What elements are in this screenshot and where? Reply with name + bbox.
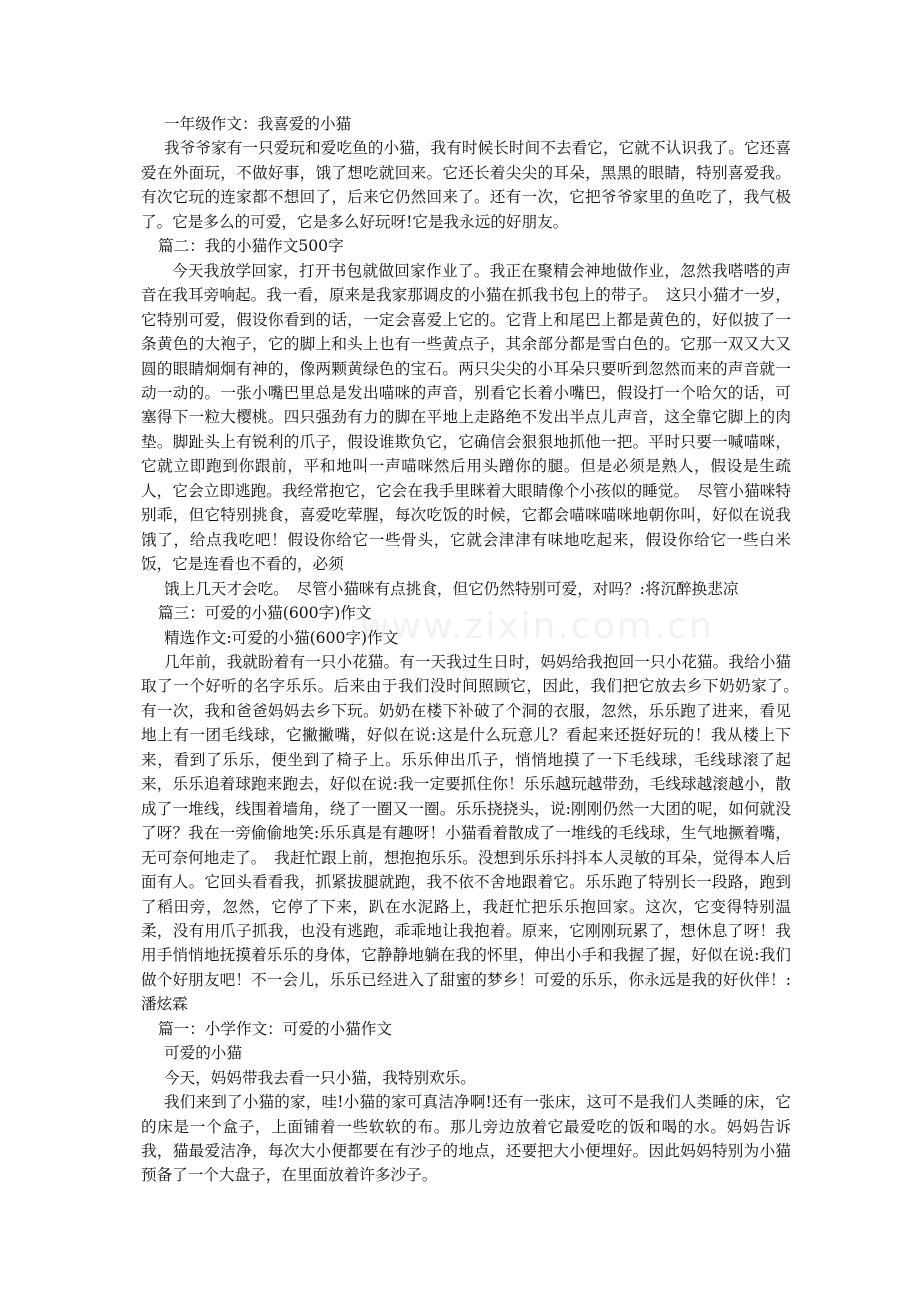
section-heading-3: 篇三：可爱的小猫(600字)作文 (158, 604, 372, 623)
section-heading-1: 篇一：小学作文：可爱的小猫作文 (158, 1019, 392, 1038)
document-body (141, 112, 807, 1188)
watermark: www.zixin.com.cn (360, 606, 714, 647)
paragraph: 几年前，我就盼着有一只小花猫。有一天我过生日时，妈妈给我抱回一只小花猫。我给小猫取了一个好听的名字乐乐。后来由于我们没时间照顾它，因此，我们把它放去乡下奶奶家了。 有一次，我和爸爸妈妈去乡下玩。奶奶在楼下补破了个洞的衣服，忽然，乐乐跑了进来，看见地上有一团毛线球，它撇撇嘴，好似在说:这是什么玩意儿？看起来还挺好玩的！我从楼上下来，看到了乐乐，便坐到了椅子上。乐乐伸出爪子，悄悄地摸了一下毛线球，毛线球滚了起来，乐乐追着球跑来跑去，好似在说:我一定要抓住你！乐乐越玩越带劲，毛线球越滚越小，散成了一堆线，线围着墙角，绕了一圈又一圈。乐乐挠挠头，说:刚刚仍然一大团的呢，如何就没了呀？我在一旁偷偷地笑:乐乐真是有趣呀！小猫看着散成了一堆线的毛线球，生气地撅着嘴，无可奈何地走了。 我赶忙跟上前，想抱抱乐乐。没想到乐乐抖抖本人灵敏的耳朵，觉得本人后面有人。它回头看看我，抓紧拔腿就跑，我不依不舍地跟着它。乐乐跑了特别长一段路，跑到了稻田旁，忽然，它停了下来，趴在水泥路上，我赶忙把乐乐抱回家。这次，它变得特别温柔，没有用爪子抓我，也没有逃跑，乖乖地让我抱着。原来，它刚刚玩累了，想休息了呀！我用手悄悄地抚摸着乐乐的身体，它静静地躺在我的怀里，伸出小手和我握了握，好似在说:我们做个好朋友吧！不一会儿，乐乐已经进入了甜蜜的梦乡！可爱的乐乐，你永远是我的好伙伴！:潘炫霖 (141, 652, 807, 1014)
paragraph: 今天，妈妈带我去看一只小猫，我特别欢乐。 (164, 1068, 476, 1087)
subtitle: 可爱的小猫 (164, 1044, 242, 1063)
essay-title-grade1: 一年级作文：我喜爱的小猫 (164, 115, 352, 133)
paragraph: 饿上几天才会吃。 尽管小猫咪有点挑食，但它仍然特别可爱，对吗？:将沉醉换悲凉 (164, 579, 739, 598)
paragraph: 我爷爷家有一只爱玩和爱吃鱼的小猫，我有时候长时间不去看它，它就不认识我了。它还喜爱在外面玩，不做好事，饿了想吃就回来。它还长着尖尖的耳朵，黑黑的眼睛，特别喜爱我。有次它玩的连家都不想回了，后来它仍然回来了。还有一次，它把爷爷家里的鱼吃了，我气极了。它是多么的可爱，它是多么好玩呀!它是我永远的好朋友。 (141, 139, 791, 231)
subtitle: 精选作文:可爱的小猫(600字)作文 (164, 628, 399, 647)
section-heading-2: 篇二：我的小猫作文500字 (158, 237, 344, 256)
paragraph: 我们来到了小猫的家，哇!小猫的家可真洁净啊!还有一张床，这可不是我们人类睡的床，它的床是一个盒子，上面铺着一些软软的布。那儿旁边放着它最爱吃的饭和喝的水。妈妈告诉我，猫最爱洁净，每次大小便都要在有沙子的地点，还要把大小便埋好。因此妈妈特别为小猫预备了一个大盘子，在里面放着许多沙子。 (141, 1093, 791, 1185)
paragraph: 今天我放学回家，打开书包就做回家作业了。我正在聚精会神地做作业，忽然我嗒嗒的声音在我耳旁响起。我一看，原来是我家那调皮的小猫在抓我书包上的带子。 这只小猫才一岁，它特别可爱，假设你看到的话，一定会喜爱上它的。它背上和尾巴上都是黄色的，好似披了一条黄色的大袍子，它的脚上和头上也有一些黄点子，其余部分都是雪白色的。它那一双又大又圆的眼睛炯炯有神的，像两颗黄绿色的宝石。两只尖尖的小耳朵只要听到忽然而来的声音就一动一动的。一张小嘴巴里总是发出喵咪的声音，别看它长着小嘴巴，假设打一个哈欠的话，可塞得下一粒大樱桃。四只强劲有力的脚在平地上走路绝不发出半点儿声音，这全靠它脚上的肉垫。脚趾头上有锐利的爪子，假设谁欺负它，它确信会狠狠地抓他一把。平时只要一喊喵咪，它就立即跑到你跟前，平和地叫一声喵咪然后用头蹭你的腿。但是必须是熟人，假设是生疏人，它会立即逃跑。我经常抱它，它会在我手里眯着大眼睛像个小孩似的睡觉。 尽管小猫咪特别乖，但它特别挑食，喜爱吃荤腥，每次吃饭的时候，它都会喵咪喵咪地朝你叫，好似在说我饿了，给点我吃吧！假设你给它一些骨头，它就会津津有味地吃起来，假设你给它一些白米饭，它是连看也不看的，必须 (141, 261, 791, 574)
